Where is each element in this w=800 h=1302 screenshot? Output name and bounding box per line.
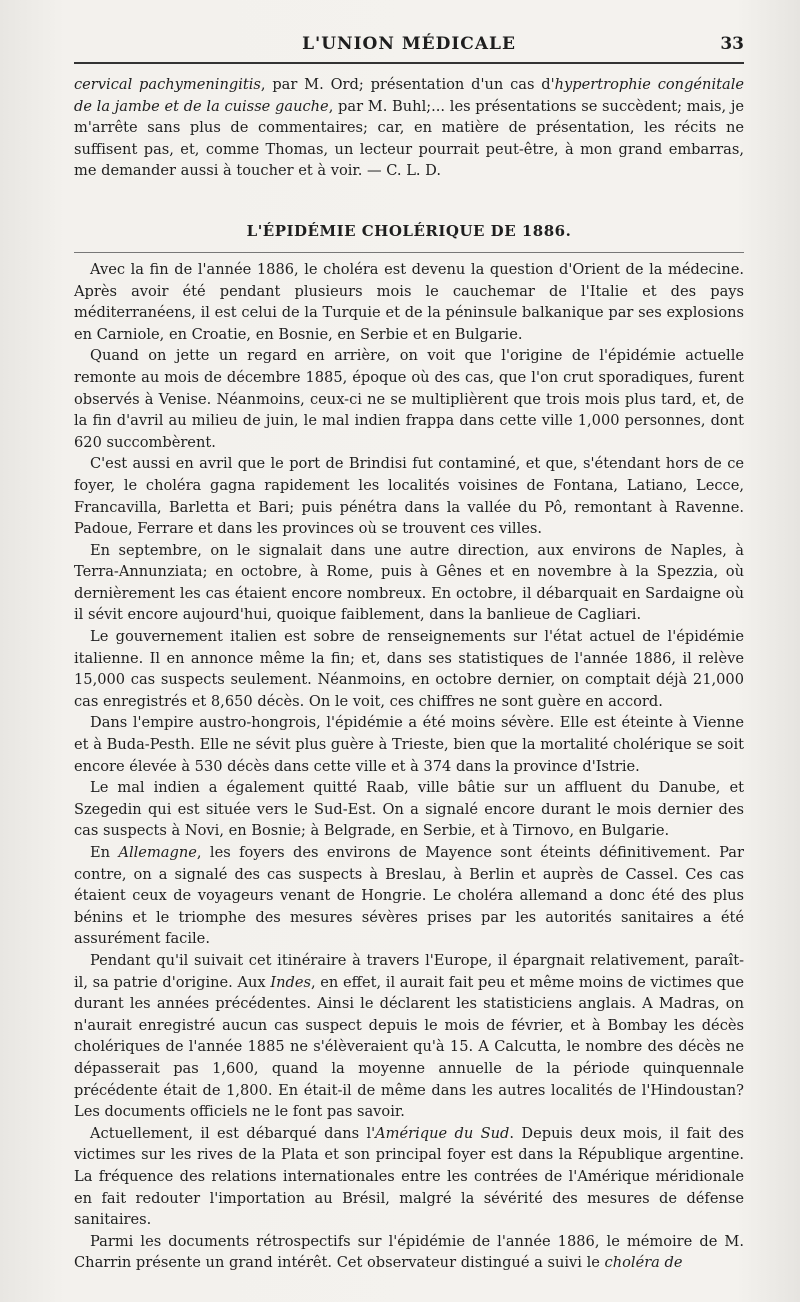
- running-head: [74, 34, 744, 64]
- paragraph: C'est aussi en avril que le port de Brindisi fut contaminé, et que, s'étendant hors de ce foyer, le choléra gagna rapidement les localités voisines de Fontana, Latiano, Lecce, Francavilla, Barletta et Bari; puis pénétra dans la vallée du Pô, remontant à Ravenne. Padoue, Ferrare et dans les provinces où se trouvent ces villes.: [74, 455, 744, 538]
- indes-paragraph: [74, 950, 744, 1123]
- page-number: 33: [720, 34, 744, 54]
- section-title: L'ÉPIDÉMIE CHOLÉRIQUE DE 1886.: [246, 221, 572, 240]
- last-italic: choléra de: [604, 1254, 683, 1272]
- paragraph: Dans l'empire austro-hongrois, l'épidémie a été moins sévère. Elle est éteinte à Vienne et à Buda-Pesth. Elle ne sévit plus guère à Trieste, bien que la mortalité cholérique se soit encore élevée à 530 décès dans cette ville et à 374 dans la province d'Istrie.: [74, 714, 744, 775]
- paragraph: En septembre, on le signalait dans une autre direction, aux environs de Naples, à Terra-Annunziata; en octobre, à Rome, puis à Gênes et en novembre à la Spezzia, où dernièrement les cas étaient encore nombreux. En octobre, il débarquait en Sardaigne où il sévit encore aujourd'hui, quoique faiblement, dans la banlieue de Cagliari.: [74, 541, 744, 624]
- journal-title: L'UNION MÉDICALE: [302, 34, 516, 54]
- amerique-paragraph: [74, 1123, 744, 1231]
- allemagne-text-1: En: [90, 844, 119, 861]
- last-text: Parmi les documents rétrospectifs sur l'épidémie de l'année 1886, le mémoire de M. Charrin présente un grand intérêt. Cet observateur distingué a suivi le: [74, 1232, 744, 1272]
- intro-paragraph: [74, 74, 744, 182]
- paragraph: Avec la fin de l'année 1886, le choléra est devenu la question d'Orient de la médecine. Après avoir été pendant plusieurs mois le cauchemar de l'Italie et des pays méditerranéens, il est celui de la Turquie et de la péninsule balkanique par ses explosions en Carniole, en Croatie, en Bosnie, en Serbie et en Bulgarie.: [74, 260, 744, 343]
- allemagne-text-2: , les foyers des environs de Mayence sont éteints définitivement. Par contre, on a signalé des cas suspects à Breslau, à Berlin et auprès de Cassel. Ces cas étaient ceux de voyageurs venant de Hongrie. Le choléra allemand a donc été des plus bénins et le triomphe des mesures sévères prises par les autorités sanitaires a été assurément facile.: [74, 844, 744, 948]
- indes-text-2: , en effet, il aurait fait peu et même moins de victimes que durant les années précédentes. Ainsi le déclarent les statisticiens anglais. A Madras, on n'aurait enregistré aucun cas suspect depuis le mois de février, et à Bombay les décès cholériques de l'année 1885 ne s'élèveraient qu'à 15. A Calcutta, le nombre des décès ne dépasserait pas 1,600, quand la moyenne annuelle de la période quinquennale précédente était de 1,800. En était-il de même dans les autres localités de l'Hindoustan? Les documents officiels ne le font pas savoir.: [74, 973, 744, 1121]
- intro-italic-1: cervical pachymeningitis: [74, 76, 261, 93]
- allemagne-paragraph: [74, 842, 744, 950]
- intro-text-1: , par M. Ord; présentation d'un cas d': [260, 76, 555, 93]
- last-paragraph: [74, 1231, 744, 1274]
- paragraph: Le mal indien a également quitté Raab, ville bâtie sur un affluent du Danube, et Szegedin qui est située vers le Sud-Est. On a signalé encore durant le mois dernier des cas suspects à Novi, en Bosnie; à Belgrade, en Serbie, et à Tirnovo, en Bulgarie.: [74, 779, 744, 840]
- indes-text-1: Pendant qu'il suivait cet itinéraire à travers l'Europe, il épargnait relativement, paraît-il, sa patrie d'origine. Aux: [74, 951, 744, 991]
- intro-text-2: , par M. Buhl;... les présentations se succèdent; mais, je m'arrête sans plus de commentaires; car, en matière de présentation, les récits ne suffisent pas, et, comme Thomas, un lecteur pourrait peut-être, à mon grand embarras, me demander aussi à toucher et à voir. — C. L. D.: [74, 97, 744, 180]
- paragraph: Quand on jette un regard en arrière, on voit que l'origine de l'épidémie actuelle remonte au mois de décembre 1885, époque où des cas, que l'on crut sporadiques, furent observés à Venise. Néanmoins, ceux-ci ne se multiplièrent que trois mois plus tard, et, de la fin d'avril au milieu de juin, le mal indien frappa dans cette ville 1,000 personnes, dont 620 succombèrent.: [74, 347, 744, 451]
- indes-italic: Indes: [270, 973, 311, 991]
- allemagne-italic: Allemagne: [118, 844, 197, 861]
- amerique-italic: Amérique du Sud: [375, 1124, 510, 1142]
- amerique-text-2: . Depuis deux mois, il fait des victimes sur les rives de la Plata et son principal foyer est dans la République argentine. La fréquence des relations internationales entre les contrées de l'Amérique méridionale en fait redouter l'importation au Brésil, malgré la sévérité des mesures de défense sanitaires.: [74, 1124, 744, 1229]
- amerique-text-1: Actuellement, il est débarqué dans l': [90, 1124, 376, 1142]
- section-rule: [74, 252, 744, 253]
- paragraph: Le gouvernement italien est sobre de renseignements sur l'état actuel de l'épidémie italienne. Il en annonce même la fin; et, dans ses statistiques de l'année 1886, il relève 15,000 cas suspects seulement. Néanmoins, en octobre dernier, on comptait déjà 21,000 cas enregistrés et 8,650 décès. On le voit, ces chiffres ne sont guère en accord.: [74, 628, 744, 710]
- intro-italic-2: hypertrophie congénitale de la jambe et de la cuisse gauche: [74, 76, 744, 115]
